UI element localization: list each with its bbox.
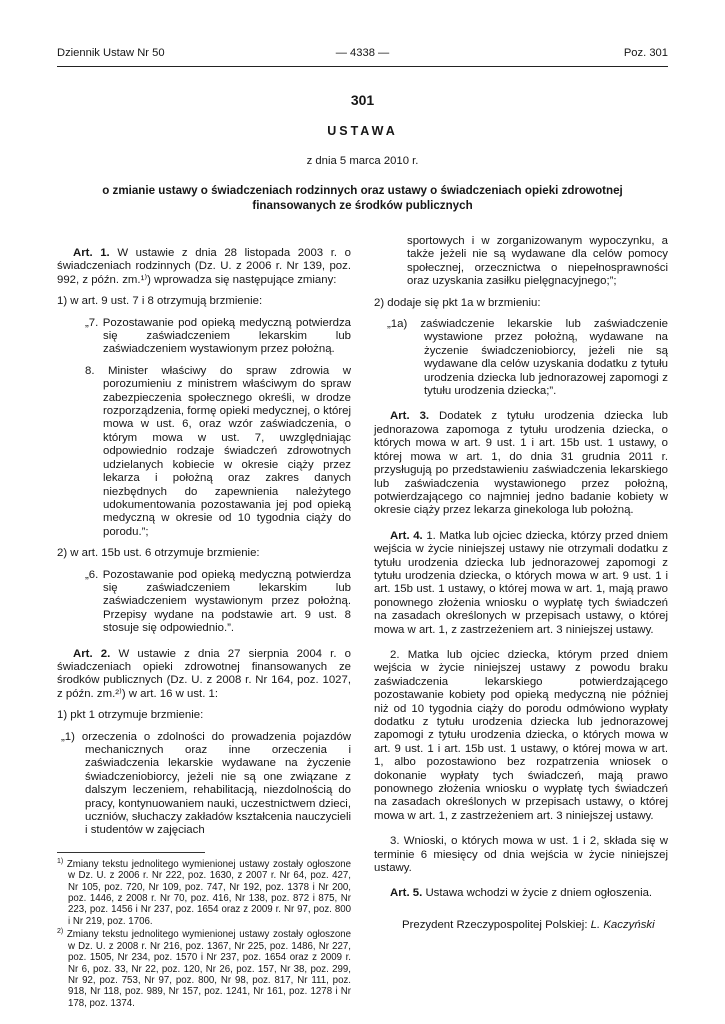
signature-name: L. Kaczyński <box>590 918 655 931</box>
act-number: 301 <box>350 92 375 108</box>
article-5-text: Ustawa wchodzi w życie z dniem ogłoszenia. <box>425 887 653 900</box>
paragraph-ust-2: 2. Matka lub ojciec dziecka, którym przed dniem wejścia w życie niniejszej ustawy z powodu braku zaświadczenia lekarskiego potwierdzającego pozostawanie kobiety pod opieką medyczną nie później niż od 10 tygodnia ciąży do porodu odmówiono wypłaty dodatku z tytułu urodzenia dziecka lub jednorazowej zapomogi z tytułu urodzenia dziecka, o których mowa w art. 9 ust. 1 i art. 15b ust. 1 ustawy, o której mowa w art. 1, albo pozostawiono bez rozpatrzenia wniosek o dokonanie wypłaty tych świadczeń, mają prawo ponownego złożenia wniosku o wypłatę tych świadczeń na zasadach określonych w przepisach ustawy, o której mowa w art. 1, z zastrzeżeniem art. 3 niniejszej ustawy. <box>374 648 668 822</box>
act-subject: o zmianie ustawy o świadczeniach rodzinnych oraz ustawy o świadczeniach opieki zdrowotnej finansowanych ze środków publicznych <box>102 184 623 212</box>
footnotes <box>57 859 351 1009</box>
paragraph-article-1 <box>57 247 351 287</box>
quoted-provision-8: 8. Minister właściwy do spraw zdrowia w porozumieniu z ministrem właściwym do spraw zabezpieczenia społecznego określi, w drodze rozporządzenia, formę opieki medycznej, o której mowa w ust. 6, oraz wzór zaświadczenia, o którym mowa w ust. 7, uwzględniając odpowiednio rodzaje świadczeń zdrowotnych udzielanych kobiecie w okresie ciąży przez lekarza i położną oraz zakres danych niezbędnych do zapewnienia należytego udokumentowania pozostawania jej pod opieką medyczną w okresie od 10 tygodnia ciąży do porodu.”; <box>85 364 351 538</box>
footnote-1-text: Zmiany tekstu jednolitego wymienionej ustawy zostały ogłoszone w Dz. U. z 2006 r. Nr 222, poz. 1630, z 2007 r. Nr 64, poz. 427, Nr 105, poz. 720, Nr 109, poz. 747, Nr 192, poz. 1378 i Nr 200, poz. 1446, z 2008 r. Nr 70, poz. 416, Nr 138, poz. 872 i 875, Nr 223, poz. 1456 i Nr 237, poz. 1654 oraz z 2009 r. Nr 97, poz. 800 i Nr 219, poz. 1706. <box>66 858 351 927</box>
journal-title: Dziennik Ustaw Nr 50 <box>57 47 165 59</box>
list-item-pkt-1: 1) pkt 1 otrzymuje brzmienie: <box>57 709 204 722</box>
signature-title: Prezydent Rzeczypospolitej Polskiej: <box>402 918 588 931</box>
footnote-2-text: Zmiany tekstu jednolitego wymienionej ustawy zostały ogłoszone w Dz. U. z 2008 r. Nr 216, poz. 1367, Nr 225, poz. 1486, Nr 227, poz. 1505, Nr 234, poz. 1570 i Nr 237, poz. 1654 oraz z 2009 r. Nr 6, poz. 33, Nr 22, poz. 120, Nr 26, poz. 157, Nr 38, poz. 299, Nr 92, poz. 753, Nr 97, poz. 800, Nr 98, poz. 817, Nr 111, poz. 918, Nr 118, poz. 989, Nr 157, poz. 1241, Nr 161, poz. 1278 i Nr 178, poz. 1374. <box>66 929 351 1009</box>
list-item-2: 2) w art. 15b ust. 6 otrzymuje brzmienie: <box>57 547 260 560</box>
left-column <box>57 235 351 1011</box>
signature-line <box>374 919 668 932</box>
article-4-label: Art. 4. <box>390 529 423 542</box>
footnote-1-marker: 1) <box>57 857 64 865</box>
continuation-text: sportowych i w zorganizowanym wypoczynku, a także jeżeli nie są wydawane dla celów pomocy społecznej, orzecznictwa o niepełnosprawności oraz uzyskania zasiłku pielęgnacyjnego;”; <box>407 235 668 288</box>
right-column <box>374 235 668 1011</box>
article-2-text: W ustawie z dnia 27 sierpnia 2004 r. o świadczeniach opieki zdrowotnej finansowanych ze środków publicznych (Dz. U. z 2008 r. Nr 164, poz. 1027, z późn. zm.²⁾) w art. 16 w ust. 1: <box>57 647 352 700</box>
paragraph-article-5 <box>374 887 668 900</box>
title-block <box>57 92 668 213</box>
body-columns <box>57 235 668 1011</box>
footnote-1 <box>57 859 351 927</box>
list-item-2-add: 2) dodaje się pkt 1a w brzmieniu: <box>374 296 541 309</box>
paragraph-ust-3: 3. Wnioski, o których mowa w ust. 1 i 2, składa się w terminie 6 miesięcy od dnia wejścia w życie niniejszej ustawy. <box>374 835 668 875</box>
running-head <box>57 46 668 60</box>
act-type: USTAWA <box>327 124 398 138</box>
paragraph-article-3 <box>374 410 668 517</box>
footnote-2-marker: 2) <box>57 928 64 936</box>
article-1-label: Art. 1. <box>73 247 110 259</box>
page-number: — 4338 — <box>335 47 390 59</box>
footnote-2 <box>57 929 351 1009</box>
paragraph-article-4 <box>374 530 668 637</box>
footnote-divider <box>57 852 205 853</box>
quoted-point-1a: „1a) zaświadczenie lekarskie lub zaświadczenie wystawione przez położną, wydawane na życzenie świadczeniobiorcy, jeżeli nie są wydawane dla celów uzyskania dodatku z tytułu urodzenia dziecka lub jednorazowej zapomogi z tytułu urodzenia dziecka;”. <box>387 318 668 398</box>
act-date: z dnia 5 marca 2010 r. <box>306 155 419 167</box>
article-5-label: Art. 5. <box>390 887 423 900</box>
quoted-point-1: „1) orzeczenia o zdolności do prowadzenia pojazdów mechanicznych oraz inne orzeczenia i zaświadczenia lekarskie wydawane na życzenie świadczeniobiorcy, jeżeli nie są one związane z dalszym leczeniem, rehabilitacją, niezdolnością do pracy, kontynuowaniem nauki, uczestnictwem dzieci, uczniów, słuchaczy zakładów kształcenia nauczycieli i studentów w zajęciach <box>61 730 351 837</box>
article-3-text: Dodatek z tytułu urodzenia dziecka lub jednorazowa zapomoga z tytułu urodzenia dziecka, o których mowa w art. 9 ust. 1 i art. 15b ust. 1 ustawy, o której mowa w art. 1, do dnia 31 grudnia 2011 r. przysługują po przedstawieniu zaświadczenia lekarskiego lub zaświadczenia wystawionego przez położną, potwierdzającego co najmniej jedno badanie kobiety w okresie ciąży przez lekarza ginekologa lub położną. <box>374 410 668 517</box>
quoted-provision-7: „7. Pozostawanie pod opieką medyczną potwierdza się zaświadczeniem lekarskim lub zaświadczeniem wystawionym przez położną. <box>85 316 351 356</box>
position-number: Poz. 301 <box>623 47 668 59</box>
list-item-1: 1) w art. 9 ust. 7 i 8 otrzymują brzmienie: <box>57 295 263 308</box>
quoted-provision-6: „6. Pozostawanie pod opieką medyczną potwierdza się zaświadczeniem lekarskim lub zaświadczeniem wystawionym przez położną. Przepisy wydane na podstawie art. 9 ust. 8 stosuje się odpowiednio.”. <box>85 568 351 635</box>
article-2-label: Art. 2. <box>73 647 111 660</box>
header-divider <box>57 66 668 67</box>
article-3-label: Art. 3. <box>390 410 430 423</box>
article-4-text: 1. Matka lub ojciec dziecka, którzy przed dniem wejścia w życie niniejszej ustawy nie otrzymali dodatku z tytułu urodzenia dziecka lub jednorazowej zapomogi z tytułu urodzenia dziecka, o których mowa w art. 9 ust. 1 i art. 15b ust. 1 ustawy, o której mowa w art. 1, mają prawo ponownego złożenia wniosku o wypłatę tych świadczeń na zasadach określonych w przepisach ustawy, o której mowa w art. 1, z zastrzeżeniem art. 3 niniejszej ustawy. <box>374 529 668 636</box>
paragraph-article-2 <box>57 648 351 702</box>
article-1-text: W ustawie z dnia 28 listopada 2003 r. o świadczeniach rodzinnych (Dz. U. z 2006 r. Nr 139, poz. 992, z późn. zm.¹⁾) wprowadza się następujące zmiany: <box>57 247 351 286</box>
